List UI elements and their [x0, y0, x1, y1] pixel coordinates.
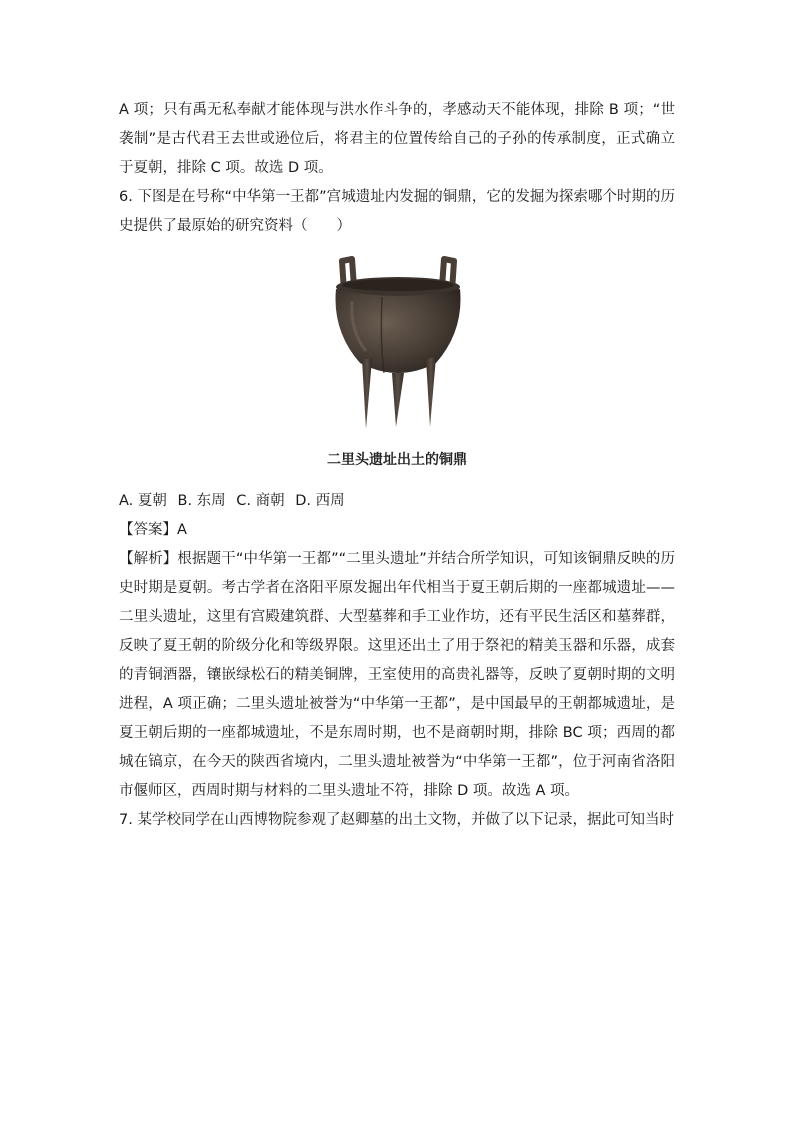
- answer-line: [119, 516, 675, 545]
- option-c: C. 商朝: [236, 493, 285, 509]
- document-page: [119, 96, 675, 835]
- bronze-ding-figure: [119, 251, 675, 487]
- previous-explanation: A 项；只有禹无私奉献才能体现与洪水作斗争的，孝感动天不能体现，排除 B 项；“世袭制”是古代君王去世或逊位后，将君主的位置传给自己的子孙的传承制度，正式确立于夏朝，排除 C 项。故选 D 项。: [119, 102, 675, 176]
- option-a: A. 夏朝: [119, 493, 167, 509]
- analysis-paragraph: [119, 545, 675, 806]
- analysis-label: 【解析】: [119, 551, 178, 567]
- analysis-text: 根据题干“中华第一王都”“二里头遗址”并结合所学知识，可知该铜鼎反映的历史时期是夏朝。考古学者在洛阳平原发掘出年代相当于夏王朝后期的一座都城遗址——二里头遗址，这里有宫殿建筑群、大型墓葬和手工业作坊，还有平民生活区和墓葬群，反映了夏王朝的阶级分化和等级界限。这里还出土了用于祭祀的精美玉器和乐器，成套的青铜酒器，镶嵌绿松石的精美铜牌，王室使用的高贵礼器等，反映了夏朝时期的文明进程，A 项正确；二里头遗址被誉为“中华第一王都”，是中国最早的王朝都城遗址，是夏王朝后期的一座都城遗址，不是东周时期，也不是商朝时期，排除 BC 项；西周的都城在镐京，在今天的陕西省境内，二里头遗址被誉为“中华第一王都”，位于河南省洛阳市偃师区，西周时期与材料的二里头遗址不符，排除 D 项。故选 A 项。: [119, 551, 676, 799]
- answer-label: 【答案】: [119, 522, 177, 538]
- question-7-stem: 7. 某学校同学在山西博物院参观了赵卿墓的出土文物，并做了以下记录，据此可知当时: [119, 812, 674, 828]
- bronze-ding-image: [322, 251, 472, 431]
- option-d: D. 西周: [295, 493, 345, 509]
- question-6-options: [119, 487, 675, 516]
- option-b: B. 东周: [177, 493, 226, 509]
- figure-caption: 二里头遗址出土的铜鼎: [327, 452, 467, 468]
- question-6-stem: 6. 下图是在号称“中华第一王都”宫城遗址内发掘的铜鼎，它的发掘为探索哪个时期的历史提供了最原始的研究资料（ ）: [119, 189, 675, 234]
- answer-value: A: [177, 522, 187, 538]
